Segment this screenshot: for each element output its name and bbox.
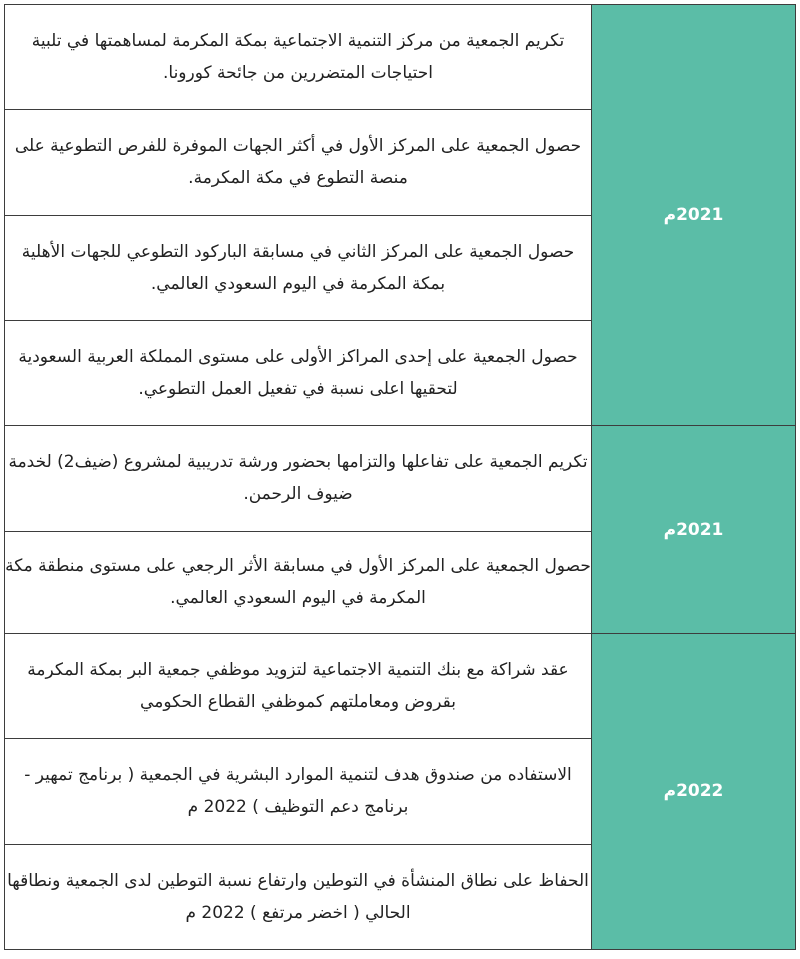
achievement-text: حصول الجمعية على إحدى المراكز الأولى على مستوى المملكة العربية السعودية لتحقيها اعلى نسبة في تفعيل العمل التطوعي.: [5, 320, 592, 425]
year-cell: 2021م: [592, 426, 796, 634]
achievement-text: حصول الجمعية على المركز الأول في مسابقة الأثر الرجعي على مستوى منطقة مكة المكرمة في اليوم السعودي العالمي.: [5, 531, 592, 633]
achievement-text: حصول الجمعية على المركز الثاني في مسابقة الباركود التطوعي للجهات الأهلية بمكة المكرمة في اليوم السعودي العالمي.: [5, 215, 592, 320]
achievement-text: حصول الجمعية على المركز الأول في أكثر الجهات الموفرة للفرص التطوعية على منصة التطوع في مكة المكرمة.: [5, 110, 592, 215]
table-row: [5, 426, 796, 531]
achievement-text: تكريم الجمعية من مركز التنمية الاجتماعية بمكة المكرمة لمساهمتها في تلبية احتياجات المتضررين من جائحة كورونا.: [5, 5, 592, 110]
achievements-table: [4, 4, 796, 950]
achievement-text: الاستفاده من صندوق هدف لتنمية الموارد البشرية في الجمعية ( برنامج تمهير - برنامج دعم التوظيف ) 2022 م: [5, 739, 592, 844]
year-cell: 2022م: [592, 633, 796, 949]
achievement-text: عقد شراكة مع بنك التنمية الاجتماعية لتزويد موظفي جمعية البر بمكة المكرمة بقروض ومعاملتهم كموظفي القطاع الحكومي: [5, 633, 592, 738]
table-row: [5, 5, 796, 110]
achievement-text: تكريم الجمعية على تفاعلها والتزامها بحضور ورشة تدريبية لمشروع (ضيف2) لخدمة ضيوف الرحمن.: [5, 426, 592, 531]
achievement-text: الحفاظ على نطاق المنشأة في التوطين وارتفاع نسبة التوطين لدى الجمعية ونطاقها الحالي ( اخضر مرتفع ) 2022 م: [5, 844, 592, 949]
year-cell: 2021م: [592, 5, 796, 426]
table-row: [5, 633, 796, 738]
